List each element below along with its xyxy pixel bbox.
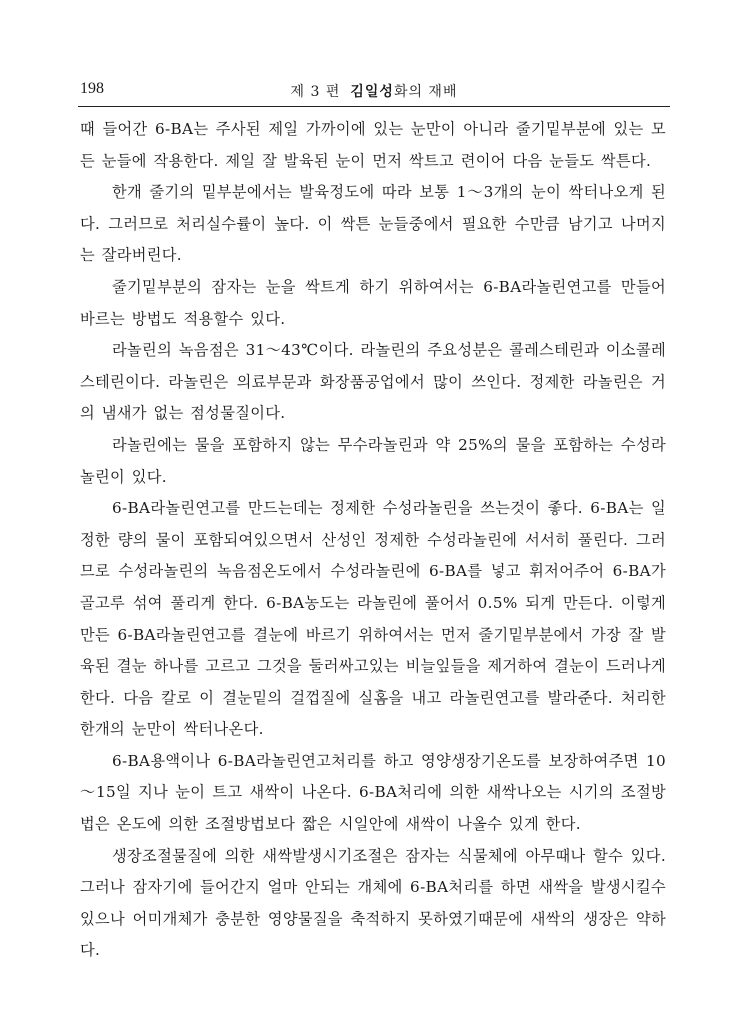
paragraph: 6-BA용액이나 6-BA라놀린연고처리를 하고 영양생장기온도를 보장하여주면 10～15일 지나 눈이 트고 새싹이 나온다. 6-BA처리에 의한 새싹나오는 시기의 조절방법은 온도에 의한 조절방법보다 짧은 시일안에 새싹이 나올수 있게 한다.: [80, 751, 666, 834]
body-text: [80, 114, 666, 967]
page-header: [78, 78, 670, 107]
paragraph: 줄기밑부분의 잠자는 눈을 싹트게 하기 위하여서는 6-BA라놀린연고를 만들어 바르는 방법도 적용할수 있다.: [80, 277, 666, 328]
part-label: 제 3 편: [290, 84, 341, 100]
paragraph: 한개 줄기의 밑부분에서는 발육정도에 따라 보통 1～3개의 눈이 싹터나오게 된다. 그러므로 처리실수률이 높다. 이 싹튼 눈들중에서 필요한 수만큼 남기고 나머지는 잘라버린다.: [80, 183, 666, 265]
paragraph-continued: 때 들어간 6-BA는 주사된 제일 가까이에 있는 눈만이 아니라 줄기밑부분에 있는 모든 눈들에 작용한다. 제일 잘 발육된 눈이 먼저 싹트고 련이어 다음 눈들도 싹튼다.: [80, 120, 666, 170]
paragraph: 라놀린에는 물을 포함하지 않는 무수라놀린과 약 25%의 물을 포함하는 수성라놀린이 있다.: [80, 435, 666, 486]
paragraph: 6-BA라놀린연고를 만드는데는 정제한 수성라놀린을 쓰는것이 좋다. 6-BA는 일정한 량의 물이 포함되여있으면서 산성인 정제한 수성라놀린에 서서히 풀린다. 그러므로 수성라놀린의 녹음점온도에서 수성라놀린에 6-BA를 넣고 휘저어주어 6-BA가 골고루 섞여 풀리게 한다. 6-BA농도는 라놀린에 풀어서 0.5% 되게 만든다. 이렇게 만든 6-BA라놀린연고를 결눈에 바르기 위하여서는 먼저 줄기밑부분에서 가장 잘 발육된 결눈 하나를 고르고 그것을 둘러싸고있는 비늘잎들을 제거하여 결눈이 드러나게 한다. 다음 칼로 이 결눈밑의 걸껍질에 실홈을 내고 라놀린연고를 발라준다. 처리한 한개의 눈만이 싹터나온다.: [80, 499, 666, 739]
chapter-title-bold: 김일성: [350, 84, 394, 100]
paragraph: 생장조절물질에 의한 새싹발생시기조절은 잠자는 식물체에 아무때나 할수 있다. 그러나 잠자기에 들어간지 얼마 안되는 개체에 6-BA처리를 하면 새싹을 발생시킬수 있으나 어미개체가 충분한 영양물질을 축적하지 못하였기때문에 새싹의 생장은 약하다.: [80, 846, 666, 960]
paragraph: 라놀린의 녹음점은 31～43℃이다. 라놀린의 주요성분은 콜레스테린과 이소콜레스테린이다. 라놀린은 의료부문과 화장품공업에서 많이 쓰인다. 정제한 라놀린은 거의 냄새가 없는 점성물질이다.: [80, 341, 666, 423]
running-head: [78, 81, 670, 101]
page-number: 198: [80, 80, 104, 97]
chapter-title-rest: 화의 재배: [393, 84, 458, 100]
